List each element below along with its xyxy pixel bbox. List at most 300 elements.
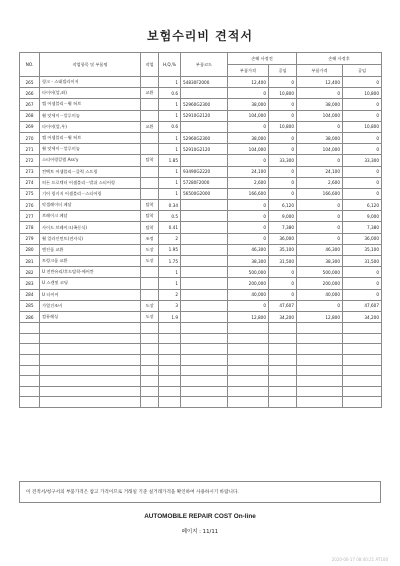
cell-hq: 1.75 <box>159 256 181 267</box>
cell-no: 270 <box>20 132 40 143</box>
empty-cell <box>343 323 382 334</box>
empty-cell <box>141 344 159 355</box>
cell-work <box>141 144 159 155</box>
cell-work <box>141 278 159 289</box>
table-row <box>20 211 382 222</box>
table-row <box>20 233 382 244</box>
table-row <box>20 155 382 166</box>
cell-l1: 33,300 <box>269 155 297 166</box>
empty-cell <box>141 333 159 344</box>
empty-cell <box>181 333 228 344</box>
cell-l1: 9,000 <box>269 211 297 222</box>
cell-l1: 0 <box>269 188 297 199</box>
empty-cell <box>228 376 269 387</box>
cell-code: 52960G2300 <box>181 132 228 143</box>
empty-cell <box>40 333 141 344</box>
page-number: 페이지 : 11/11 <box>181 529 219 535</box>
cell-l1: 7,380 <box>269 222 297 233</box>
cell-code <box>181 256 228 267</box>
cell-code: 54830F2000 <box>181 77 228 88</box>
empty-cell <box>40 365 141 376</box>
cell-l1: 0 <box>269 132 297 143</box>
cell-l1: 10,800 <box>269 121 297 132</box>
cell-no: 278 <box>20 222 40 233</box>
empty-cell <box>20 354 40 365</box>
cell-no: 281 <box>20 256 40 267</box>
cell-work: 조정 <box>141 233 159 244</box>
cell-work <box>141 267 159 278</box>
cell-item: 캡 어셈블리－휠 허브 <box>40 132 141 143</box>
cell-p1: 40,000 <box>228 289 269 300</box>
cell-no: 283 <box>20 278 40 289</box>
empty-cell <box>228 354 269 365</box>
table-row <box>20 166 382 177</box>
cell-code: 52910G2120 <box>181 110 228 121</box>
cell-no: 265 <box>20 77 40 88</box>
empty-cell <box>181 365 228 376</box>
cell-p2: 200,000 <box>297 278 343 289</box>
cell-p2: 0 <box>297 121 343 132</box>
cell-p2: 0 <box>297 300 343 311</box>
empty-cell <box>181 386 228 397</box>
cell-l2: 35,100 <box>343 244 382 255</box>
cell-hq: 0.34 <box>159 200 181 211</box>
cell-l2: 31,500 <box>343 256 382 267</box>
cell-l2: 10,800 <box>343 88 382 99</box>
col-labor-after: 공임 <box>343 65 382 77</box>
cell-no: 268 <box>20 110 40 121</box>
cell-p1: 200,000 <box>228 278 269 289</box>
empty-cell <box>181 344 228 355</box>
cell-hq: 0.6 <box>159 88 181 99</box>
cell-item: 히든 프로텍터 어셈블리－밖쉬 스티어링 <box>40 177 141 188</box>
cell-p1: 24,100 <box>228 166 269 177</box>
cell-work: 도장 <box>141 244 159 255</box>
col-part-code: 부품코드 <box>181 53 228 77</box>
col-no: NO. <box>20 53 40 77</box>
cell-item: 엔진룸 교환 <box>40 244 141 255</box>
cell-hq: 3 <box>159 300 181 311</box>
empty-cell <box>181 397 228 408</box>
empty-cell <box>20 365 40 376</box>
cell-p1: 0 <box>228 88 269 99</box>
cell-l1: 0 <box>269 144 297 155</box>
cell-no: 266 <box>20 88 40 99</box>
cell-code: 57280F2000 <box>181 177 228 188</box>
table-row <box>20 300 382 311</box>
cell-l1: 10,800 <box>269 88 297 99</box>
empty-cell <box>297 333 343 344</box>
cell-p2: 24,100 <box>297 166 343 177</box>
cell-p1: 0 <box>228 222 269 233</box>
cell-code: 52960G2300 <box>181 99 228 110</box>
cell-code <box>181 88 228 99</box>
empty-cell <box>20 323 40 334</box>
cell-no: 286 <box>20 311 40 322</box>
empty-cell <box>343 397 382 408</box>
col-part-price-before: 부품가격 <box>228 65 269 77</box>
cell-work: 도장 <box>141 256 159 267</box>
empty-cell <box>343 376 382 387</box>
cell-work <box>141 99 159 110</box>
cell-work: 탈착 <box>141 222 159 233</box>
cell-p1: 46,300 <box>228 244 269 255</box>
cell-p2: 2,600 <box>297 177 343 188</box>
empty-cell <box>269 365 297 376</box>
empty-cell <box>297 354 343 365</box>
empty-row <box>20 323 382 334</box>
document-title: 보험수리비 견적서 <box>147 29 253 43</box>
empty-cell <box>269 344 297 355</box>
cell-l2: 0 <box>343 99 382 110</box>
cell-hq: 1 <box>159 267 181 278</box>
cell-l1: 0 <box>269 110 297 121</box>
cell-code <box>181 289 228 300</box>
cell-work: 탈착 <box>141 200 159 211</box>
empty-cell <box>269 323 297 334</box>
cell-l2: 6,120 <box>343 200 382 211</box>
col-labor-before: 공임 <box>269 65 297 77</box>
footer-title: AUTOMOBILE REPAIR COST On-line <box>144 513 256 520</box>
cell-hq: 1 <box>159 166 181 177</box>
table-row <box>20 267 382 278</box>
empty-cell <box>159 365 181 376</box>
cell-p1: 38,300 <box>228 256 269 267</box>
cell-hq: 1 <box>159 77 181 88</box>
cell-hq: 1 <box>159 177 181 188</box>
cell-work: 도장 <box>141 311 159 322</box>
cell-item: 악셀레이터 페달 <box>40 200 141 211</box>
cell-no: 273 <box>20 166 40 177</box>
empty-row <box>20 344 382 355</box>
table-row <box>20 311 382 322</box>
cell-item: 기어 링키지 어셈블리－스티어링 <box>40 188 141 199</box>
empty-cell <box>181 323 228 334</box>
empty-cell <box>297 376 343 387</box>
cell-code <box>181 155 228 166</box>
empty-cell <box>40 386 141 397</box>
empty-cell <box>141 397 159 408</box>
cell-p2: 0 <box>297 88 343 99</box>
empty-cell <box>40 344 141 355</box>
cell-work <box>141 289 159 300</box>
cell-item: 캡 어셈블리－휠 허브 <box>40 99 141 110</box>
cell-item: 휠 얼라인먼트(전자식) <box>40 233 141 244</box>
estimate-table <box>19 52 382 408</box>
empty-cell <box>269 333 297 344</box>
cell-item: 브레이크 페달 <box>40 211 141 222</box>
cell-l1: 6,120 <box>269 200 297 211</box>
cell-hq: 1 <box>159 132 181 143</box>
cell-p1: 500,000 <box>228 267 269 278</box>
cell-no: 280 <box>20 244 40 255</box>
cell-hq: 1.95 <box>159 244 181 255</box>
cell-item: 휠 앗세이－알루미늄 <box>40 110 141 121</box>
empty-cell <box>141 365 159 376</box>
empty-cell <box>228 323 269 334</box>
cell-l1: 47,607 <box>269 300 297 311</box>
empty-cell <box>343 333 382 344</box>
empty-cell <box>20 344 40 355</box>
empty-cell <box>181 354 228 365</box>
cell-l2: 33,300 <box>343 155 382 166</box>
table-row <box>20 222 382 233</box>
cell-p1: 0 <box>228 211 269 222</box>
cell-l2: 36,000 <box>343 233 382 244</box>
cell-no: 267 <box>20 99 40 110</box>
cell-hq: 1.85 <box>159 155 181 166</box>
cell-work: 탈착 <box>141 155 159 166</box>
cell-l2: 0 <box>343 77 382 88</box>
empty-cell <box>159 376 181 387</box>
cell-code: 52910G2120 <box>181 144 228 155</box>
cell-work: 도장 <box>141 300 159 311</box>
cell-l1: 35,100 <box>269 244 297 255</box>
cell-p1: 0 <box>228 233 269 244</box>
empty-cell <box>343 365 382 376</box>
cell-l2: 0 <box>343 132 382 143</box>
cell-item: U 스캔및 코딩 <box>40 278 141 289</box>
cell-p2: 38,000 <box>297 132 343 143</box>
cell-code <box>181 200 228 211</box>
table-body <box>20 77 382 408</box>
cell-work <box>141 177 159 188</box>
print-timestamp: 2020-06-17 08:40:21 AT100 <box>331 557 388 562</box>
table-row <box>20 132 382 143</box>
cell-p2: 104,000 <box>297 144 343 155</box>
table-row <box>20 121 382 132</box>
cell-hq: 1.9 <box>159 311 181 322</box>
cell-code <box>181 211 228 222</box>
cell-p1: 104,000 <box>228 110 269 121</box>
cell-l1: 0 <box>269 177 297 188</box>
cell-p1: 38,000 <box>228 132 269 143</box>
cell-l1: 36,000 <box>269 233 297 244</box>
cell-hq: 0.41 <box>159 222 181 233</box>
cell-hq: 2 <box>159 233 181 244</box>
cell-l2: 0 <box>343 166 382 177</box>
cell-p1: 12,400 <box>228 77 269 88</box>
table-row <box>20 144 382 155</box>
table-row <box>20 77 382 88</box>
col-item: 작업항목 및 부품명 <box>40 53 141 77</box>
empty-cell <box>269 354 297 365</box>
empty-cell <box>269 386 297 397</box>
cell-l2: 0 <box>343 278 382 289</box>
cell-l1: 0 <box>269 77 297 88</box>
cell-no: 272 <box>20 155 40 166</box>
cell-code <box>181 222 228 233</box>
cell-p2: 40,000 <box>297 289 343 300</box>
cell-no: 277 <box>20 211 40 222</box>
cell-l2: 7,380 <box>343 222 382 233</box>
cell-item: 스티어링칼럼 Ass'y <box>40 155 141 166</box>
cell-hq: 0.6 <box>159 121 181 132</box>
empty-cell <box>159 397 181 408</box>
cell-p1: 2,600 <box>228 177 269 188</box>
cell-item: 타이어(앞,우) <box>40 121 141 132</box>
empty-cell <box>40 323 141 334</box>
cell-item: 컴퓨레싱 <box>40 311 141 322</box>
table-row <box>20 256 382 267</box>
cell-p1: 0 <box>228 200 269 211</box>
cell-work: 교환 <box>141 121 159 132</box>
empty-cell <box>40 397 141 408</box>
cell-work <box>141 132 159 143</box>
cell-l1: 0 <box>269 99 297 110</box>
cell-l2: 0 <box>343 144 382 155</box>
cell-code <box>181 267 228 278</box>
cell-code: 56500G2000 <box>181 188 228 199</box>
table-row <box>20 278 382 289</box>
cell-item: 사이드 브레이크(족동식) <box>40 222 141 233</box>
cell-l1: 0 <box>269 289 297 300</box>
cell-no: 284 <box>20 289 40 300</box>
cell-l2: 9,000 <box>343 211 382 222</box>
cell-hq: 0.5 <box>159 211 181 222</box>
cell-l2: 0 <box>343 267 382 278</box>
cell-p2: 38,000 <box>297 99 343 110</box>
cell-l2: 0 <box>343 177 382 188</box>
cell-p1: 0 <box>228 300 269 311</box>
empty-row <box>20 365 382 376</box>
cell-p1: 12,800 <box>228 311 269 322</box>
cell-work <box>141 110 159 121</box>
cell-p2: 38,300 <box>297 256 343 267</box>
cell-work: 탈착 <box>141 211 159 222</box>
cell-p1: 0 <box>228 121 269 132</box>
col-part-price-after: 부품가격 <box>297 65 343 77</box>
cell-p2: 12,800 <box>297 311 343 322</box>
empty-cell <box>20 386 40 397</box>
table-row <box>20 188 382 199</box>
cell-item: 링크 - 스태빌라이저 <box>40 77 141 88</box>
empty-cell <box>297 386 343 397</box>
cell-code <box>181 311 228 322</box>
empty-cell <box>269 397 297 408</box>
empty-cell <box>228 344 269 355</box>
col-group-after: 손해 사정후 <box>297 53 382 65</box>
cell-l2: 47,607 <box>343 300 382 311</box>
empty-row <box>20 386 382 397</box>
empty-cell <box>297 323 343 334</box>
empty-cell <box>228 333 269 344</box>
cell-l1: 0 <box>269 166 297 177</box>
empty-cell <box>343 344 382 355</box>
cell-p1: 0 <box>228 155 269 166</box>
empty-cell <box>343 354 382 365</box>
cell-hq: 2 <box>159 289 181 300</box>
empty-cell <box>141 323 159 334</box>
col-group-before: 손해 사정전 <box>228 53 297 65</box>
cell-item: 타이어(앞,좌) <box>40 88 141 99</box>
empty-cell <box>269 376 297 387</box>
cell-work: 교환 <box>141 88 159 99</box>
cell-l1: 34,200 <box>269 311 297 322</box>
cell-no: 282 <box>20 267 40 278</box>
cell-work <box>141 188 159 199</box>
cell-code <box>181 244 228 255</box>
empty-cell <box>159 323 181 334</box>
col-work: 작업 <box>141 53 159 77</box>
empty-cell <box>159 344 181 355</box>
cell-code <box>181 300 228 311</box>
cell-p1: 38,000 <box>228 99 269 110</box>
empty-cell <box>40 376 141 387</box>
empty-cell <box>40 354 141 365</box>
cell-item: 컨택트 어셈블리－클럭 스프링 <box>40 166 141 177</box>
cell-item: 휠 앗세이－알루미늄 <box>40 144 141 155</box>
cell-code: 93490G2220 <box>181 166 228 177</box>
empty-cell <box>20 376 40 387</box>
cell-l2: 34,200 <box>343 311 382 322</box>
empty-cell <box>141 376 159 387</box>
cell-item: 트렁크룸 교환 <box>40 256 141 267</box>
cell-l2: 10,800 <box>343 121 382 132</box>
cell-l1: 31,500 <box>269 256 297 267</box>
empty-cell <box>141 386 159 397</box>
cell-hq: 1 <box>159 188 181 199</box>
table-row <box>20 200 382 211</box>
empty-cell <box>343 386 382 397</box>
cell-l2: 0 <box>343 110 382 121</box>
empty-cell <box>181 376 228 387</box>
cell-l2: 0 <box>343 188 382 199</box>
cell-code <box>181 278 228 289</box>
cell-code <box>181 233 228 244</box>
cell-work <box>141 166 159 177</box>
empty-cell <box>20 397 40 408</box>
cell-hq: 1 <box>159 144 181 155</box>
notice-box <box>19 481 381 503</box>
empty-cell <box>297 397 343 408</box>
empty-cell <box>20 333 40 344</box>
cell-work <box>141 77 159 88</box>
cell-item: U 타이어 <box>40 289 141 300</box>
empty-row <box>20 354 382 365</box>
cell-p2: 166,600 <box>297 188 343 199</box>
cell-no: 269 <box>20 121 40 132</box>
cell-hq: 1 <box>159 110 181 121</box>
cell-l1: 0 <box>269 267 297 278</box>
empty-cell <box>297 344 343 355</box>
cell-p2: 12,400 <box>297 77 343 88</box>
cell-p2: 46,300 <box>297 244 343 255</box>
cell-p2: 0 <box>297 155 343 166</box>
empty-row <box>20 333 382 344</box>
empty-cell <box>228 386 269 397</box>
cell-item: 가열건조비 <box>40 300 141 311</box>
cell-p2: 0 <box>297 233 343 244</box>
empty-cell <box>297 365 343 376</box>
empty-row <box>20 376 382 387</box>
empty-cell <box>159 333 181 344</box>
table-row <box>20 177 382 188</box>
cell-hq: 1 <box>159 278 181 289</box>
table-row <box>20 110 382 121</box>
cell-no: 279 <box>20 233 40 244</box>
col-hqty: H,Q,% <box>159 53 181 77</box>
cell-code <box>181 121 228 132</box>
cell-l1: 0 <box>269 278 297 289</box>
table-row <box>20 88 382 99</box>
empty-cell <box>228 365 269 376</box>
cell-p1: 104,000 <box>228 144 269 155</box>
cell-l2: 0 <box>343 289 382 300</box>
cell-p2: 0 <box>297 211 343 222</box>
table-row <box>20 289 382 300</box>
table-row <box>20 99 382 110</box>
